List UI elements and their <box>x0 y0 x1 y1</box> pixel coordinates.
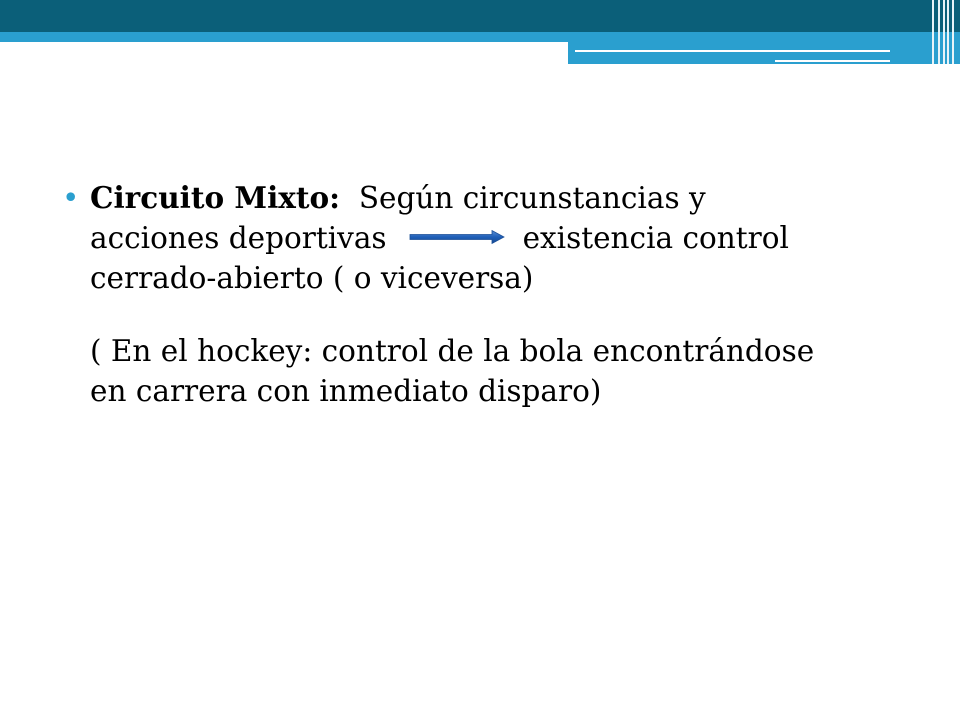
right-arrow-icon <box>409 229 505 245</box>
bullet-line-2 <box>90 218 902 258</box>
bullet-term: Circuito Mixto: <box>90 180 341 215</box>
bullet-item <box>62 178 902 298</box>
header-accent-line <box>575 50 890 52</box>
bullet-line-2-before: acciones deportivas <box>90 221 387 255</box>
bullet-line-1-text: Según circunstancias y <box>358 181 706 215</box>
example-line-1: ( En el hockey: control de la bola encontrándose <box>90 334 815 368</box>
header-vertical-lines <box>930 0 960 64</box>
slide-content <box>62 178 902 411</box>
bullet-line-1 <box>90 178 902 218</box>
example-paragraph <box>62 331 902 411</box>
bullet-line-3: cerrado-abierto ( o viceversa) <box>90 261 534 295</box>
header-band-light <box>0 32 960 42</box>
bullet-dot-icon: • <box>62 181 80 215</box>
example-line-2: en carrera con inmediato disparo) <box>90 374 602 408</box>
header-band-right-block <box>568 42 960 64</box>
bullet-line-2-after: existencia control <box>522 221 789 255</box>
header-accent-line-short <box>775 60 890 62</box>
header-band-dark <box>0 0 960 32</box>
